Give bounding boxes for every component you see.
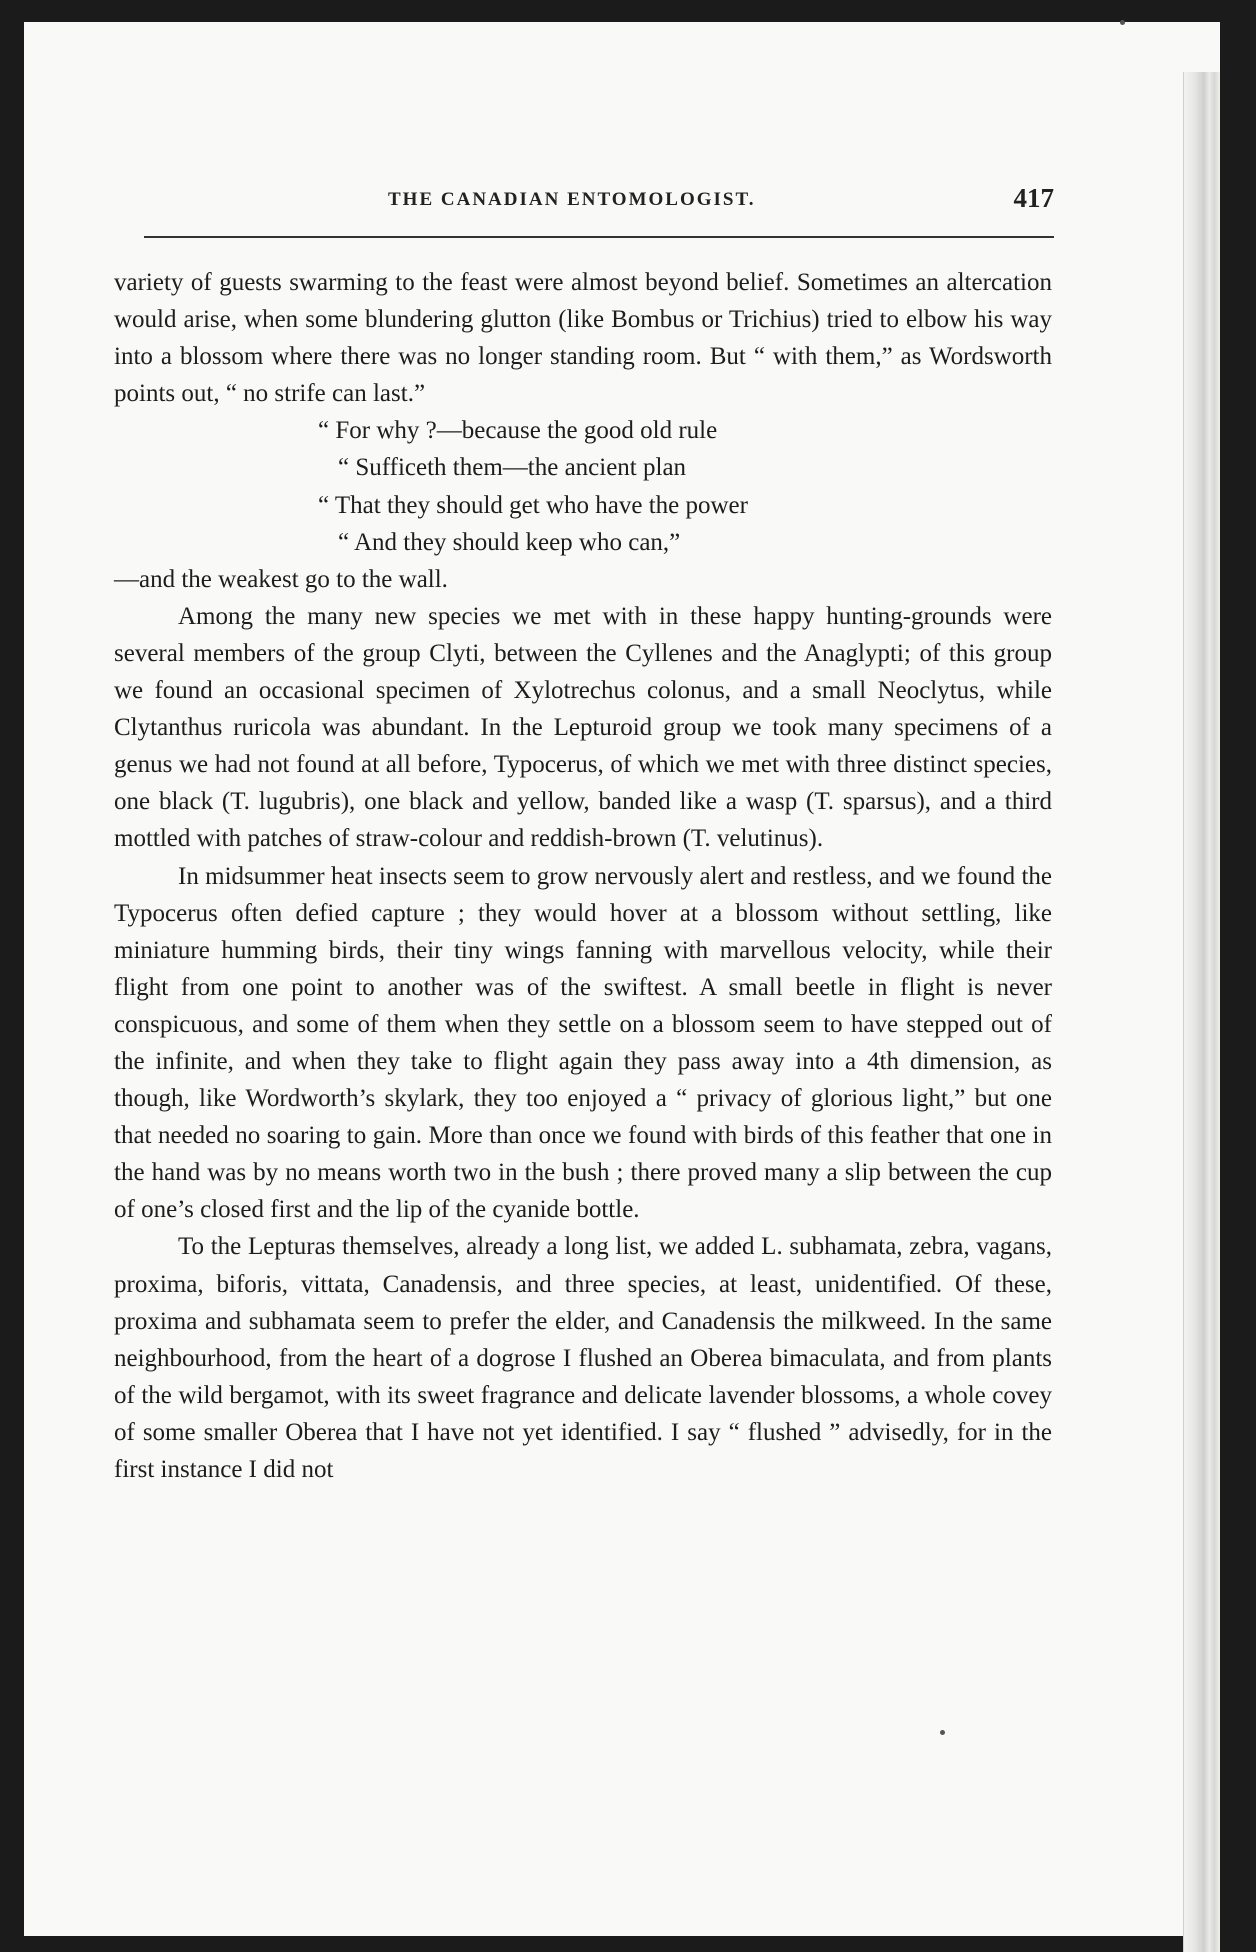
page-edge-shadow [1183, 72, 1220, 1952]
poem-line-4: “ And they should keep who can,” [338, 528, 681, 556]
wordsworth-quotation [318, 412, 1052, 560]
paragraph-1: variety of guests swarming to the feast were almost beyond belief. Sometimes an altercation would arise, when some blundering glutton (like Bombus or Trichius) tried to elbow his way into a blossom where there was no longer standing room. But “ with them,” as Wordsworth points out, “ no strife can last.” [114, 269, 1052, 408]
poem-line-1: “ For why ?—because the good old rule [318, 417, 718, 445]
running-header [144, 183, 1054, 223]
print-speck [940, 1730, 945, 1735]
body-text [114, 264, 1052, 1488]
poem-line-3: “ That they should get who have the power [318, 491, 748, 519]
header-rule [144, 236, 1054, 238]
paragraph-5: To the Lepturas themselves, already a long list, we added L. subhamata, zebra, vagans, proxima, biforis, vittata, Canadensis, and three species, at least, unidentified. Of these, proxima and subhamata seem to prefer the elder, and Canadensis the milkweed. In the same neighbourhood, from the heart of a dogrose I flushed an Oberea bimaculata, and from plants of the wild bergamot, with its sweet fragrance and delicate lavender blossoms, a whole covey of some smaller Oberea that I have not yet identified. I say “ flushed ” advisedly, for in the first instance I did not [114, 1233, 1052, 1483]
poem-line-2: “ Sufficeth them—the ancient plan [338, 454, 687, 482]
print-speck [1120, 20, 1125, 25]
paragraph-2: —and the weakest go to the wall. [114, 565, 448, 593]
page-number: 417 [1013, 183, 1054, 213]
running-title: THE CANADIAN ENTOMOLOGIST. [388, 189, 756, 210]
paragraph-3: Among the many new species we met with in these happy hunting-grounds were several members of the group Clyti, between the Cyllenes and the Anaglypti; of this group we found an occasional specimen of Xylotrechus colonus, and a small Neoclytus, while Clytanthus ruricola was abundant. In the Lepturoid group we took many specimens of a genus we had not found at all before, Typocerus, of which we met with three distinct species, one black (T. lugubris), one black and yellow, banded like a wasp (T. sparsus), and a third mottled with patches of straw-colour and reddish-brown (T. velutinus). [114, 602, 1052, 853]
paragraph-4: In midsummer heat insects seem to grow nervously alert and restless, and we found the Typocerus often defied capture ; they would hover at a blossom without settling, like miniature humming birds, their tiny wings fanning with marvellous velocity, while their flight from one point to another was of the swiftest. A small beetle in flight is never conspicuous, and some of them when they settle on a blossom seem to have stepped out of the infinite, and when they take to flight again they pass away into a 4th dimension, as though, like Wordworth’s skylark, they too enjoyed a “ privacy of glorious light,” but one that needed no soaring to gain. More than once we found with birds of this feather that one in the hand was by no means worth two in the bush ; there proved many a slip between the cup of one’s closed first and the lip of the cyanide bottle. [114, 862, 1052, 1224]
